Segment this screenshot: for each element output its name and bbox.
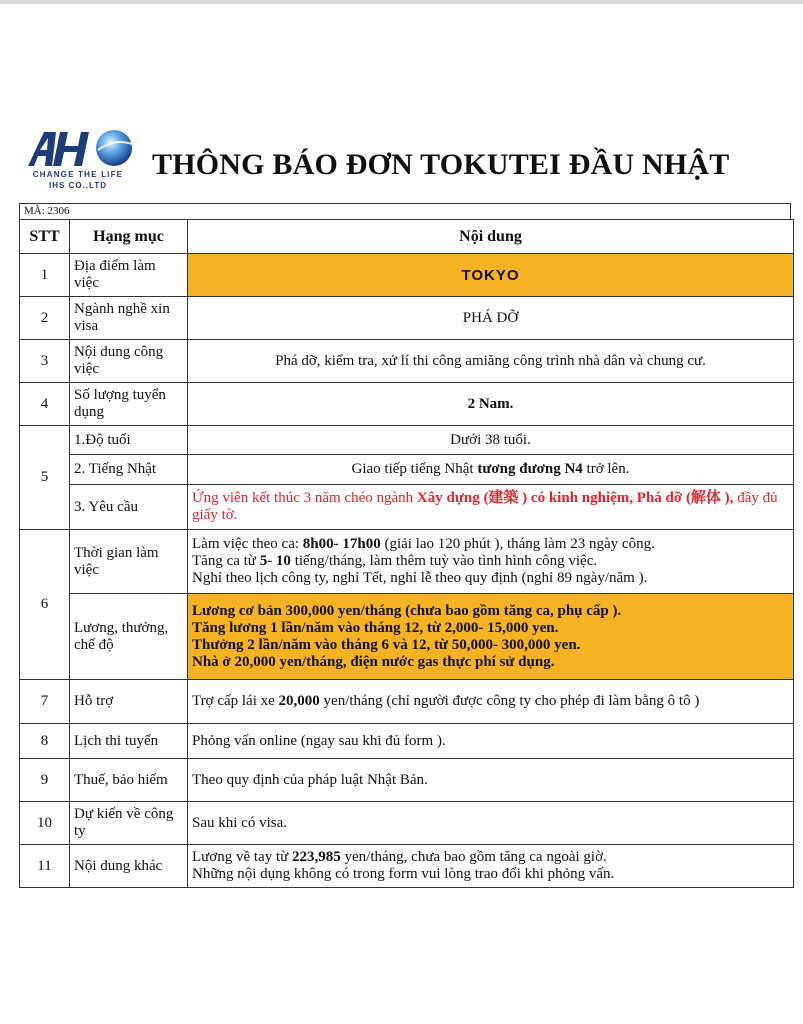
hours-suffix: (giải lao 120 phút ), tháng làm 23 ngày công. bbox=[380, 536, 655, 552]
table-row bbox=[20, 845, 794, 888]
work-location-value: TOKYO bbox=[188, 254, 794, 297]
row-number: 6 bbox=[20, 530, 70, 680]
net-salary-line bbox=[192, 849, 789, 866]
table-row bbox=[20, 455, 794, 485]
table-row bbox=[20, 802, 794, 845]
logo-tagline: CHANGE THE LIFE bbox=[32, 170, 124, 179]
row-label: Dự kiến về công ty bbox=[70, 802, 188, 845]
table-row bbox=[20, 759, 794, 802]
table-row bbox=[20, 297, 794, 340]
document-code: MÃ: 2306 bbox=[19, 203, 791, 220]
working-hours-line bbox=[192, 536, 789, 553]
row-number: 8 bbox=[20, 724, 70, 759]
japanese-level-suffix: trở lên. bbox=[582, 461, 630, 477]
salary-base-line: Lương cơ bản 300,000 yen/tháng (chưa bao gồm tăng ca, phụ cấp ). bbox=[192, 602, 622, 619]
overtime-line bbox=[192, 553, 789, 570]
company-logo bbox=[24, 126, 136, 194]
holidays-line: Nghỉ theo lịch công ty, nghỉ Tết, nghỉ lễ theo quy định (nghỉ 89 ngày/năm ). bbox=[192, 570, 648, 586]
header-content: Nội dung bbox=[188, 220, 794, 254]
overtime-bold: 5- 10 bbox=[259, 553, 291, 569]
requirement-value bbox=[188, 485, 794, 530]
table-row bbox=[20, 426, 794, 455]
support-text: Trợ cấp lái xe bbox=[192, 693, 279, 709]
row-label: Số lượng tuyển dụng bbox=[70, 383, 188, 426]
row-label: Lịch thi tuyển bbox=[70, 724, 188, 759]
row-number: 2 bbox=[20, 297, 70, 340]
header-stt: STT bbox=[20, 220, 70, 254]
age-value: Dưới 38 tuổi. bbox=[188, 426, 794, 455]
row-label: Thuế, bảo hiểm bbox=[70, 759, 188, 802]
interview-value: Phỏng vấn online (ngay sau khi đủ form ). bbox=[188, 724, 794, 759]
hours-bold: 8h00- 17h00 bbox=[302, 536, 381, 552]
row-number: 1 bbox=[20, 254, 70, 297]
salary-bonus-line: Thưởng 2 lần/năm vào tháng 6 và 12, từ 50,000- 300,000 yen. bbox=[192, 636, 581, 653]
other-note-line: Những nội dụng không có trong form vui lòng trao đổi khi phỏng vấn. bbox=[192, 866, 615, 882]
row-label: Nội dung công việc bbox=[70, 340, 188, 383]
job-info-table bbox=[19, 219, 794, 888]
requirement-bold: Xây dựng (建築 ) có kinh nghiệm, Phá dỡ (解体 ), bbox=[416, 490, 734, 506]
logo-company: IHS CO.,LTD bbox=[49, 181, 107, 190]
expected-date-value: Sau khi có visa. bbox=[188, 802, 794, 845]
housing-line: Nhà ở 20,000 yen/tháng, điện nước gas thực phí sử dụng. bbox=[192, 653, 555, 670]
support-bold: 20,000 bbox=[278, 693, 320, 709]
other-info-value bbox=[188, 845, 794, 888]
table-row bbox=[20, 724, 794, 759]
hours-text: Làm việc theo ca: bbox=[192, 536, 303, 552]
salary-raise-line: Tăng lương 1 lần/năm vào tháng 12, từ 2,000- 15,000 yen. bbox=[192, 619, 559, 636]
row-number: 7 bbox=[20, 680, 70, 724]
row-label: 1.Độ tuổi bbox=[70, 426, 188, 455]
row-label: Ngành nghề xin visa bbox=[70, 297, 188, 340]
support-suffix: yen/tháng (chỉ người được công ty cho phép đi làm bằng ô tô ) bbox=[319, 693, 700, 709]
row-number: 4 bbox=[20, 383, 70, 426]
table-row bbox=[20, 680, 794, 724]
header-category: Hạng mục bbox=[70, 220, 188, 254]
working-time-value bbox=[188, 530, 794, 594]
row-number: 10 bbox=[20, 802, 70, 845]
row-number: 11 bbox=[20, 845, 70, 888]
japanese-level-value bbox=[188, 455, 794, 485]
support-value bbox=[188, 680, 794, 724]
row-label: 2. Tiếng Nhật bbox=[70, 455, 188, 485]
row-label: Địa điểm làm việc bbox=[70, 254, 188, 297]
tax-value: Theo quy định của pháp luật Nhật Bản. bbox=[188, 759, 794, 802]
table-row bbox=[20, 340, 794, 383]
row-label: Hỗ trợ bbox=[70, 680, 188, 724]
japanese-level-bold: tương đương N4 bbox=[477, 461, 583, 477]
requirement-suffix: đầy đủ giấy tờ. bbox=[192, 490, 778, 523]
table-row bbox=[20, 530, 794, 594]
row-number: 9 bbox=[20, 759, 70, 802]
table-row bbox=[20, 254, 794, 297]
row-label: 3. Yêu cầu bbox=[70, 485, 188, 530]
salary-value bbox=[188, 594, 794, 680]
table-row bbox=[20, 594, 794, 680]
table-row bbox=[20, 485, 794, 530]
job-description-value: Phá dỡ, kiểm tra, xử lí thi công amiăng công trình nhà dân và chung cư. bbox=[188, 340, 794, 383]
page-title: THÔNG BÁO ĐƠN TOKUTEI ĐẦU NHẬT bbox=[152, 148, 730, 181]
overtime-suffix: tiếng/tháng, làm thêm tuỳ vào tình hình công việc. bbox=[290, 553, 598, 569]
row-label: Nội dung khác bbox=[70, 845, 188, 888]
table-header-row bbox=[20, 220, 794, 254]
overtime-text: Tăng ca từ bbox=[192, 553, 260, 569]
row-number: 5 bbox=[20, 426, 70, 530]
visa-field-value: PHÁ DỠ bbox=[188, 297, 794, 340]
net-salary-suffix: yen/tháng, chưa bao gồm tăng ca ngoài giờ. bbox=[340, 849, 607, 865]
net-salary-text: Lương về tay từ bbox=[192, 849, 293, 865]
japanese-level-text: Giao tiếp tiếng Nhật bbox=[351, 461, 478, 477]
requirement-text: Ứng viên kết thúc 3 năm chéo ngành bbox=[192, 490, 417, 506]
net-salary-bold: 223,985 bbox=[292, 849, 341, 865]
table-row bbox=[20, 383, 794, 426]
row-label: Lương, thưởng, chế độ bbox=[70, 594, 188, 680]
top-bar bbox=[0, 0, 803, 4]
row-label: Thời gian làm việc bbox=[70, 530, 188, 594]
row-number: 3 bbox=[20, 340, 70, 383]
logo-mark bbox=[24, 126, 136, 170]
headcount-value: 2 Nam. bbox=[188, 383, 794, 426]
